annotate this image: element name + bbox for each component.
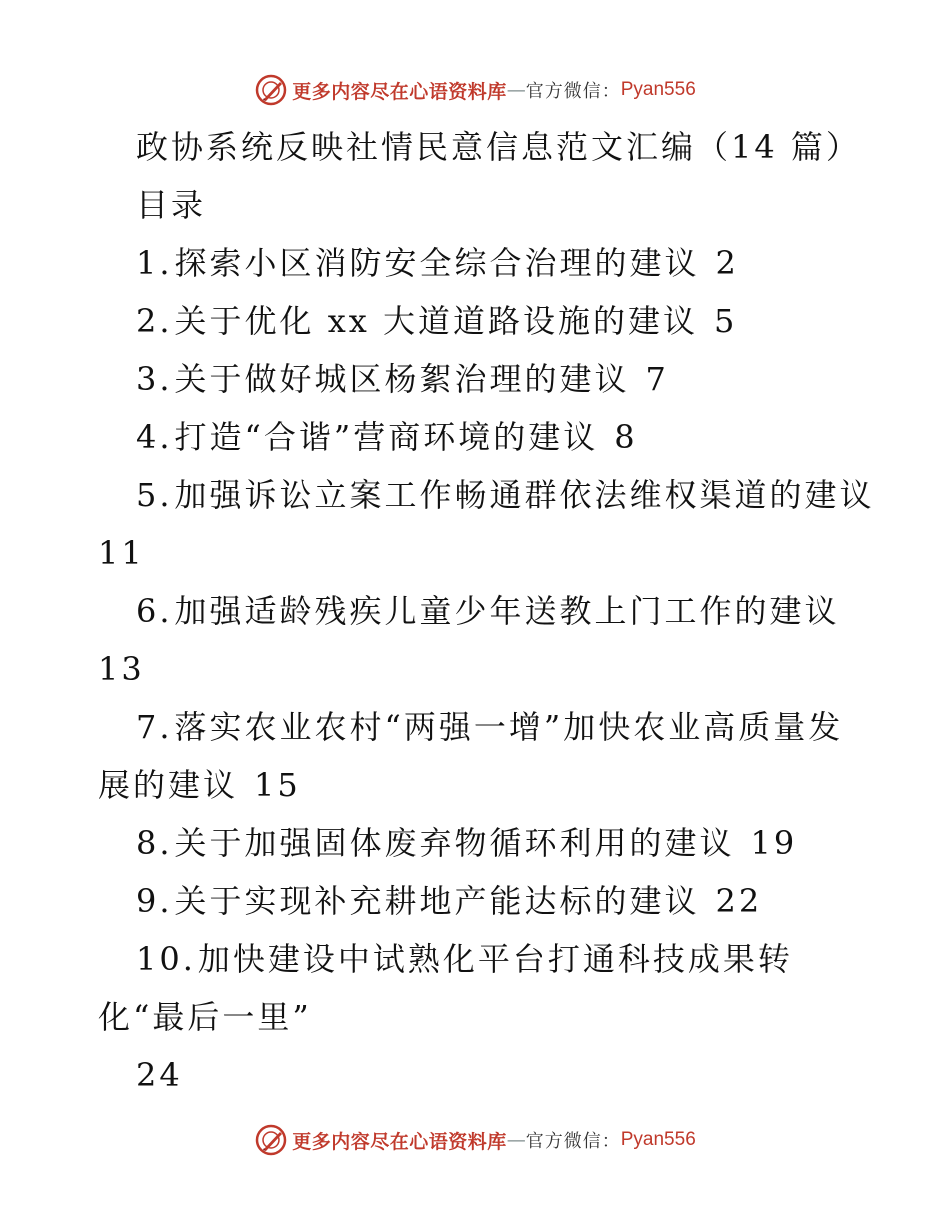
toc-entry-number: 8. [136,824,173,862]
toc-entry-text: 关于加强固体废弃物循环利用的建议 [174,824,735,862]
pen-logo-icon [254,1123,288,1157]
toc-entry-page: 24 [136,1056,183,1094]
header-watermark [0,70,950,110]
toc-entry-number: 1. [136,244,173,282]
toc-entry-text-continued: 展的建议 [98,766,239,804]
toc-entry-page: 13 [98,650,145,688]
toc-entry-text: 加强适龄残疾儿童少年送教上门工作的建议 [174,592,840,630]
toc-entry-number: 4. [136,418,173,456]
toc-entry[interactable] [98,930,858,1104]
toc-entry-text: 关于优化 xx 大道道路设施的建议 [174,302,698,340]
watermark-brand: 更多内容尽在心语资料库 [292,1130,507,1153]
toc-entry-text: 关于做好城区杨絮治理的建议 [174,360,630,398]
document-title: 政协系统反映社情民意信息范文汇编（14 篇） [136,128,861,166]
toc-entry-number: 2. [136,302,173,340]
pen-logo-icon [254,73,288,107]
watermark-brand: 更多内容尽在心语资料库 [292,80,507,103]
toc-entry-text: 关于实现补充耕地产能达标的建议 [174,882,700,920]
toc-entry[interactable] [98,698,858,814]
toc-entry-text: 落实农业农村“两强一增”加快农业高质量发 [174,708,844,746]
watermark-contact-label: 官方微信： [525,1131,621,1152]
toc-entry[interactable] [98,466,875,582]
watermark-account: Pyan556 [620,79,696,100]
toc-heading: 目录 [136,186,207,224]
toc-entry-page: 7 [645,360,669,398]
watermark-dash: — [506,1129,526,1151]
toc-entry-number: 10. [136,940,196,978]
toc-entry-text: 打造“合谐”营商环境的建议 [174,418,599,456]
toc-entry-text: 加强诉讼立案工作畅通群依法维权渠道的建议 [174,476,875,514]
toc-entry[interactable] [98,234,858,292]
toc-entry[interactable] [98,582,858,698]
toc-entry-page: 15 [254,766,301,804]
watermark-dash: — [506,79,526,101]
toc-entry[interactable] [98,814,858,872]
toc-entry[interactable] [98,872,858,930]
toc-entry-number: 9. [136,882,173,920]
toc-entry-text-continued: 化“最后一里” [98,998,312,1036]
toc-entry[interactable] [98,408,858,466]
toc-entry-page: 22 [715,882,763,920]
toc-entry-number: 7. [136,708,173,746]
toc-entry-page: 19 [750,824,798,862]
toc-entry-page: 2 [715,244,739,282]
toc-entry-page: 5 [713,302,738,340]
toc-entry-number: 6. [136,592,173,630]
toc-entry-number: 3. [136,360,173,398]
document-body [98,118,875,1104]
toc-entry-text: 探索小区消防安全综合治理的建议 [174,244,700,282]
toc-entry-page: 11 [98,534,145,572]
toc-entry-number: 5. [136,476,173,514]
watermark-account: Pyan556 [620,1129,696,1150]
toc-entry-text: 加快建设中试熟化平台打通科技成果转 [197,940,793,978]
watermark-contact-label: 官方微信： [525,81,621,102]
toc-entry-page: 8 [614,418,638,456]
footer-watermark [0,1120,950,1160]
toc-entry[interactable] [98,350,858,408]
toc-entry[interactable] [98,292,858,350]
